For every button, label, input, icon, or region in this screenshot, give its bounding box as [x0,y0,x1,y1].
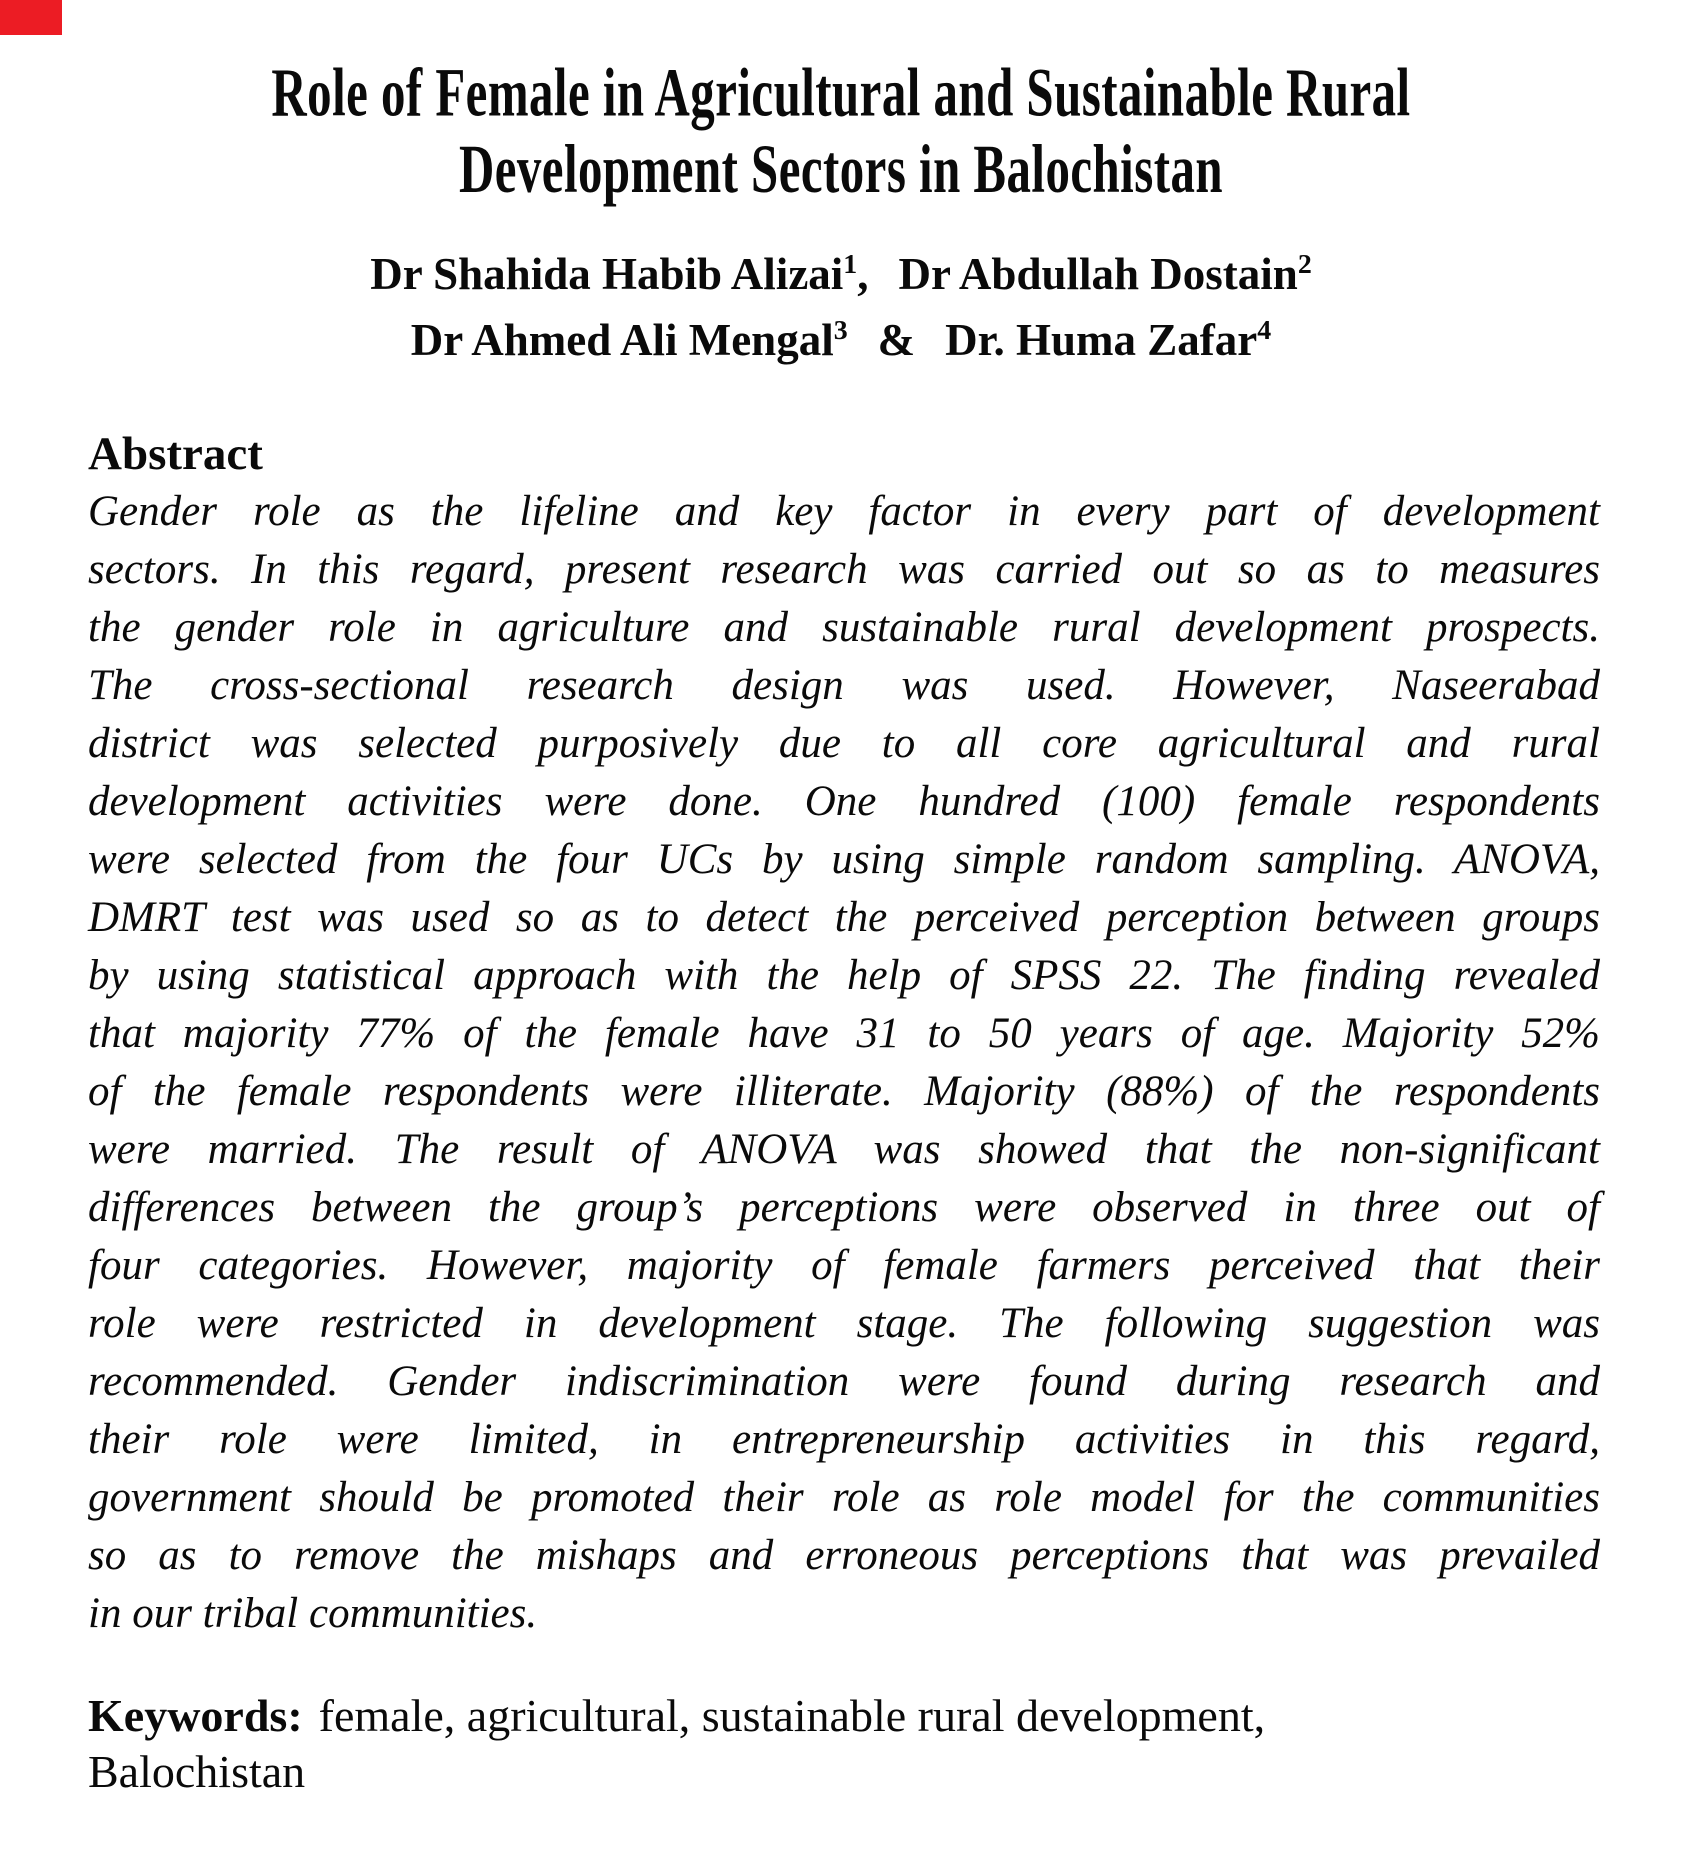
ampersand: & [877,315,916,365]
author-affiliation-3: 3 [833,315,848,346]
author-affiliation-1: 1 [843,249,858,280]
abstract-line: were married. The result of ANOVA was showed that the non-significant [88,1126,1600,1173]
author-name-2: Dr Abdullah Dostain [898,249,1298,299]
abstract-line: role were restricted in development stage. The following suggestion was [88,1300,1600,1347]
author-affiliation-4: 4 [1257,315,1272,346]
abstract-line: development activities were done. One hundred (100) female respondents [88,778,1600,825]
author-name-1: Dr Shahida Habib Alizai [370,249,844,299]
authors-block [0,241,1682,373]
author-affiliation-2: 2 [1297,249,1312,280]
abstract-line: four categories. However, majority of female farmers perceived that their [88,1242,1600,1289]
abstract-body [88,483,1600,1643]
abstract-line: were selected from the four UCs by using simple random sampling. ANOVA, [88,836,1600,883]
abstract-line: differences between the group’s perceptions were observed in three out of [88,1184,1600,1231]
author-name-3: Dr Ahmed Ali Mengal [410,315,834,365]
authors-line2 [0,307,1682,373]
corner-red-mark [0,0,62,35]
abstract-line: that majority 77% of the female have 31 to 50 years of age. Majority 52% [88,1010,1600,1057]
keywords-line2: Balochistan [88,1746,306,1797]
abstract-line: their role were limited, in entrepreneurship activities in this regard, [88,1416,1600,1463]
keywords-text: female, agricultural, sustainable rural development, [318,1690,1266,1741]
abstract-line: of the female respondents were illiterate. Majority (88%) of the respondents [88,1068,1600,1115]
authors-line1 [0,241,1682,307]
abstract-line: The cross-sectional research design was used. However, Naseerabad [88,662,1600,709]
abstract-line: by using statistical approach with the help of SPSS 22. The finding revealed [88,952,1600,999]
abstract-line: the gender role in agriculture and sustainable rural development prospects. [88,604,1600,651]
abstract-line: district was selected purposively due to all core agricultural and rural [88,720,1600,767]
paper-title [50,56,1631,209]
abstract-line: so as to remove the mishaps and erroneous perceptions that was prevailed [88,1532,1600,1579]
abstract-line: DMRT test was used so as to detect the perceived perception between groups [88,894,1600,941]
author-name-4: Dr. Huma Zafar [945,315,1258,365]
abstract-line: government should be promoted their role as role model for the communities [88,1474,1600,1521]
abstract-heading: Abstract [88,428,263,480]
keywords-line1 [88,1688,1265,1744]
keywords-label: Keywords: [88,1690,303,1741]
keywords-block [88,1688,1265,1800]
paper-title-line2: Development Sectors in Balochistan [458,132,1224,208]
abstract-line: Gender role as the lifeline and key factor in every part of development [88,488,1600,535]
abstract-line: sectors. In this regard, present research was carried out so as to measures [88,546,1600,593]
paper-title-line1: Role of Female in Agricultural and Sustainable Rural [271,56,1411,132]
abstract-line-last: in our tribal communities. [88,1590,538,1637]
author-separator: , [857,249,869,299]
abstract-line: recommended. Gender indiscrimination were found during research and [88,1358,1600,1405]
